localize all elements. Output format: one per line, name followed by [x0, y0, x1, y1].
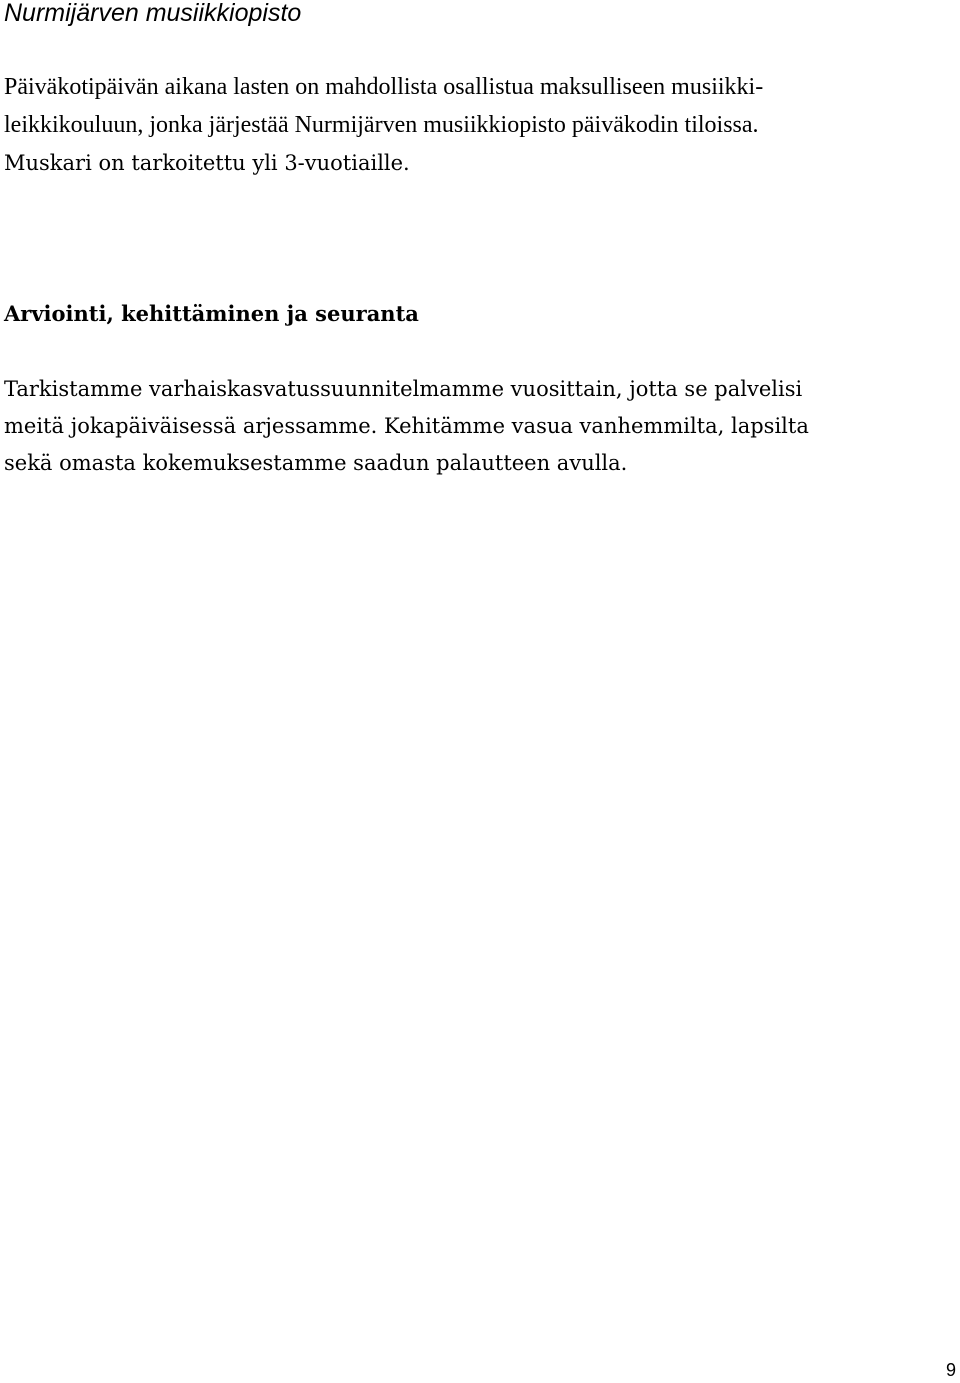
- music-school-heading: Nurmijärven musiikkiopisto: [4, 0, 302, 27]
- paragraph-line: sekä omasta kokemuksestamme saadun palautteen avulla.: [4, 451, 628, 475]
- paragraph-line: Muskari on tarkoitettu yli 3-vuotiaille.: [4, 151, 410, 175]
- paragraph-line: Tarkistamme varhaiskasvatussuunnitelmamme vuosittain, jotta se palvelisi: [4, 377, 803, 401]
- paragraph-line: leikkikouluun, jonka järjestää Nurmijärven musiikkiopisto päiväkodin tiloissa.: [4, 112, 759, 138]
- paragraph-line: Päiväkotipäivän aikana lasten on mahdollista osallistua maksulliseen musiikki-: [4, 74, 764, 100]
- evaluation-section-title: Arviointi, kehittäminen ja seuranta: [4, 301, 419, 326]
- page-number: 9: [945, 1360, 956, 1380]
- paragraph-line: meitä jokapäiväisessä arjessamme. Kehitämme vasua vanhemmilta, lapsilta: [4, 414, 809, 438]
